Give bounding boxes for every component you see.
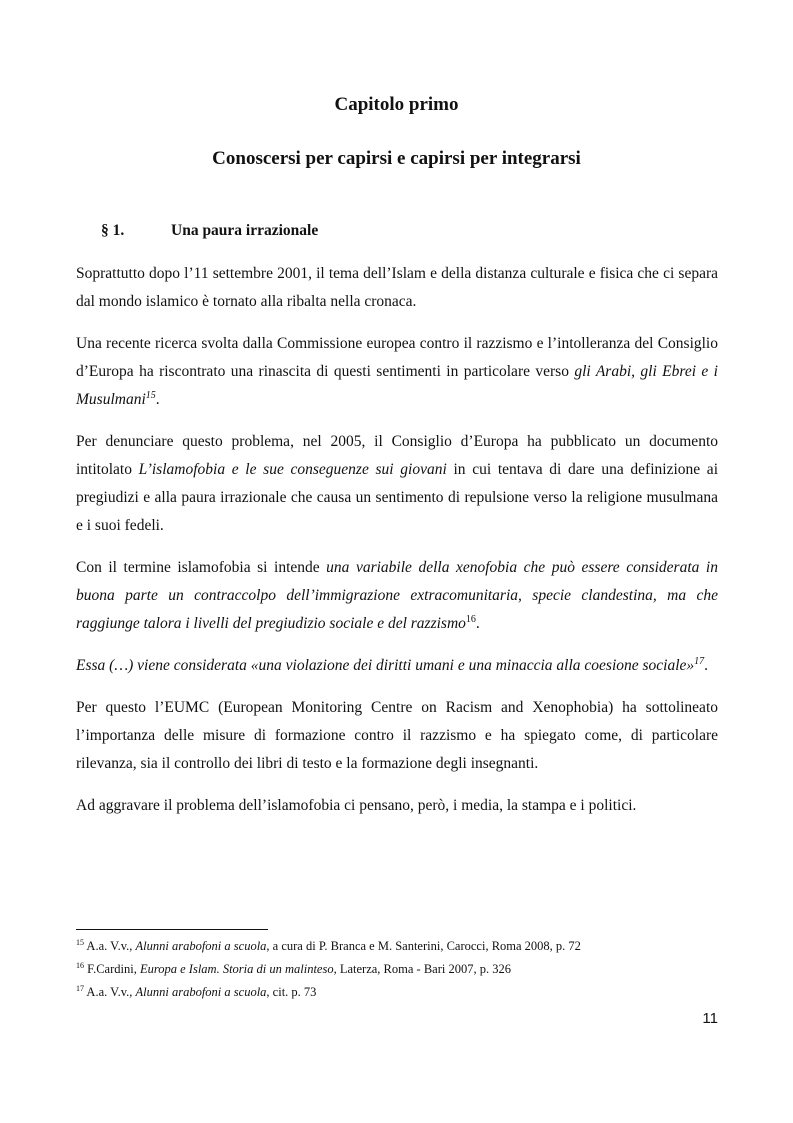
paragraph-text: . [704,657,709,674]
paragraph-1 [76,260,718,316]
section-title: Una paura irrazionale [171,222,319,239]
footnote-ref-15[interactable]: 15 [145,389,156,401]
footnote-16 [76,959,736,980]
italic-text: Essa (…) viene considerata «una violazione dei diritti umani e una minaccia alla coesione sociale» [76,657,695,674]
paragraph-text: Per questo l’EUMC (European Monitoring Centre on Racism and Xenophobia) ha sottolineato l’importanza delle misure di formazione contro il razzismo e ha spiegato come, di particolare rilevanza, sia il controllo dei libri di testo e la formazione degli insegnanti. [76,699,718,772]
footnote-number: 15 [76,937,84,947]
footnote-text: , cit. p. 73 [266,985,317,999]
footnote-text: F.Cardini, [84,962,140,976]
paragraph-5 [76,652,718,680]
paragraph-text: Ad aggravare il problema dell’islamofobia ci pensano, però, i media, la stampa e i politici. [76,797,637,814]
footnote-15 [76,936,736,957]
paragraph-text: Con il termine islamofobia si intende [76,559,327,576]
italic-text: L’islamofobia e le sue conseguenze sui giovani [138,461,447,478]
paragraph-4 [76,554,718,638]
paragraph-text: . [475,615,480,632]
italic-text: gli Arabi, gli Ebrei e i Musulmani [76,363,718,408]
paragraph-2 [76,330,718,414]
footnote-text: A.a. V.v., [84,985,136,999]
footnote-ref-16[interactable]: 16 [465,613,476,625]
footnotes [76,936,736,1005]
paragraph-text: in cui tentava di dare una definizione ai pregiudizi e alla paura irrazionale che causa un sentimento di repulsione verso la religione musulmana e i suoi fedeli. [76,461,718,534]
paragraph-text: Soprattutto dopo l’11 settembre 2001, il tema dell’Islam e della distanza culturale e fisica che ci separa dal mondo islamico è tornato alla ribalta nella cronaca. [76,265,718,310]
paragraph-7 [76,792,718,820]
paragraph-3 [76,428,718,540]
footnote-17 [76,982,736,1003]
paragraph-text: Per denunciare questo problema, nel 2005, il Consiglio d’Europa ha pubblicato un documento intitolato [76,433,718,478]
paragraph-6 [76,694,718,778]
section-heading [101,222,318,240]
footnote-number: 17 [76,983,84,993]
footnote-ref-17[interactable]: 17 [694,655,705,667]
italic-text: una variabile della xenofobia che può essere considerata in buona parte un contraccolpo dell’immigrazione extracomunitaria, specie clandestina, ma che raggiunge talora i livelli del pregiudizio sociale e del razzismo [76,559,718,632]
footnote-number: 16 [76,960,84,970]
paragraph-text: . [155,391,160,408]
footnote-text: , a cura di P. Branca e M. Santerini, Carocci, Roma 2008, p. 72 [266,939,581,953]
footnote-italic: Europa e Islam. Storia di un malinteso [139,962,334,976]
footnote-text: , Laterza, Roma - Bari 2007, p. 326 [333,962,511,976]
footnote-text: A.a. V.v., [84,939,136,953]
body-text [76,260,718,834]
footnote-italic: Alunni arabofoni a scuola [135,939,267,953]
paragraph-text: Una recente ricerca svolta dalla Commissione europea contro il razzismo e l’intolleranza del Consiglio d’Europa ha riscontrato una rinascita di questi sentimenti in particolare verso [76,335,718,380]
chapter-title: Capitolo primo [334,94,459,115]
footnote-separator [76,929,268,930]
chapter-subtitle: Conoscersi per capirsi e capirsi per integrarsi [212,148,581,169]
section-number: § 1. [101,222,125,239]
page-number: 11 [702,1010,718,1027]
footnote-italic: Alunni arabofoni a scuola [135,985,267,999]
